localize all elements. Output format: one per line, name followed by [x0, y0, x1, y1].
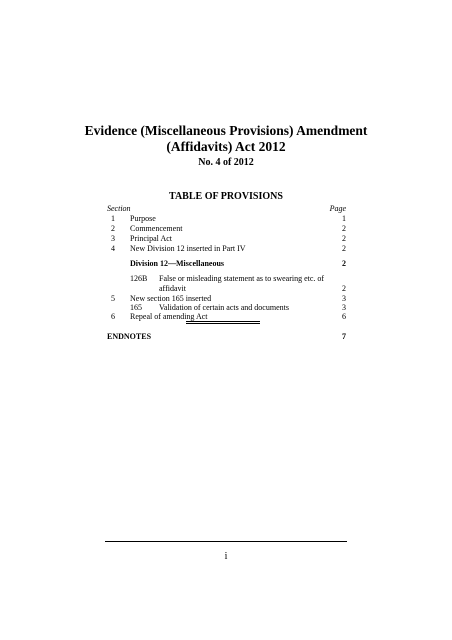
page-column-header: Page [329, 204, 346, 213]
double-rule-divider [186, 321, 260, 324]
act-number: No. 4 of 2012 [198, 157, 254, 168]
toc-row-title: New Division 12 inserted in Part IV [130, 244, 246, 253]
toc-subsection-row [107, 274, 346, 293]
toc-row-title: Repeal of amending Act [130, 312, 208, 321]
endnotes-row [107, 332, 346, 342]
toc-row-number: 1 [111, 214, 115, 223]
endnotes-page: 7 [342, 332, 346, 341]
toc-heading: TABLE OF PROVISIONS [169, 191, 283, 202]
toc-row-page: 2 [342, 284, 346, 293]
toc-row-title: Validation of certain acts and documents [159, 303, 289, 312]
toc-row-number: 2 [111, 224, 115, 233]
toc-row-page: 2 [342, 224, 346, 233]
toc-row-number: 165 [130, 303, 142, 312]
toc-division-title: Division 12—Miscellaneous [130, 259, 225, 268]
toc-row-page: 3 [342, 294, 346, 303]
toc-row-title-line1: False or misleading statement as to swearing etc. of [159, 274, 325, 283]
toc-row-number: 3 [111, 234, 115, 243]
toc-row-title: Purpose [130, 214, 156, 223]
toc-row-page: 2 [342, 244, 346, 253]
toc-row-title: New section 165 inserted [130, 294, 212, 303]
toc-row-title: Principal Act [130, 234, 172, 243]
act-title-line1: Evidence (Miscellaneous Provisions) Amendment [84, 123, 368, 138]
toc-row-page: 2 [342, 234, 346, 243]
toc-row-number: 5 [111, 294, 115, 303]
endnotes-label: ENDNOTES [107, 332, 152, 341]
toc-row-number: 4 [111, 244, 115, 253]
footer-rule [105, 541, 347, 542]
toc-row-number: 6 [111, 312, 115, 321]
toc-row-title: Commencement [130, 224, 183, 233]
toc-row-page: 3 [342, 303, 346, 312]
act-title-line2: (Affidavits) Act 2012 [166, 139, 286, 154]
toc-row-number: 126B [130, 274, 148, 283]
page-folio: i [224, 551, 228, 562]
toc-row-title-line2: affidavit [159, 284, 186, 293]
toc-row-page: 6 [342, 312, 346, 321]
toc-row-page: 1 [342, 214, 346, 223]
act-title [60, 123, 392, 155]
section-column-header: Section [107, 204, 131, 213]
toc-row-page: 2 [342, 259, 346, 268]
